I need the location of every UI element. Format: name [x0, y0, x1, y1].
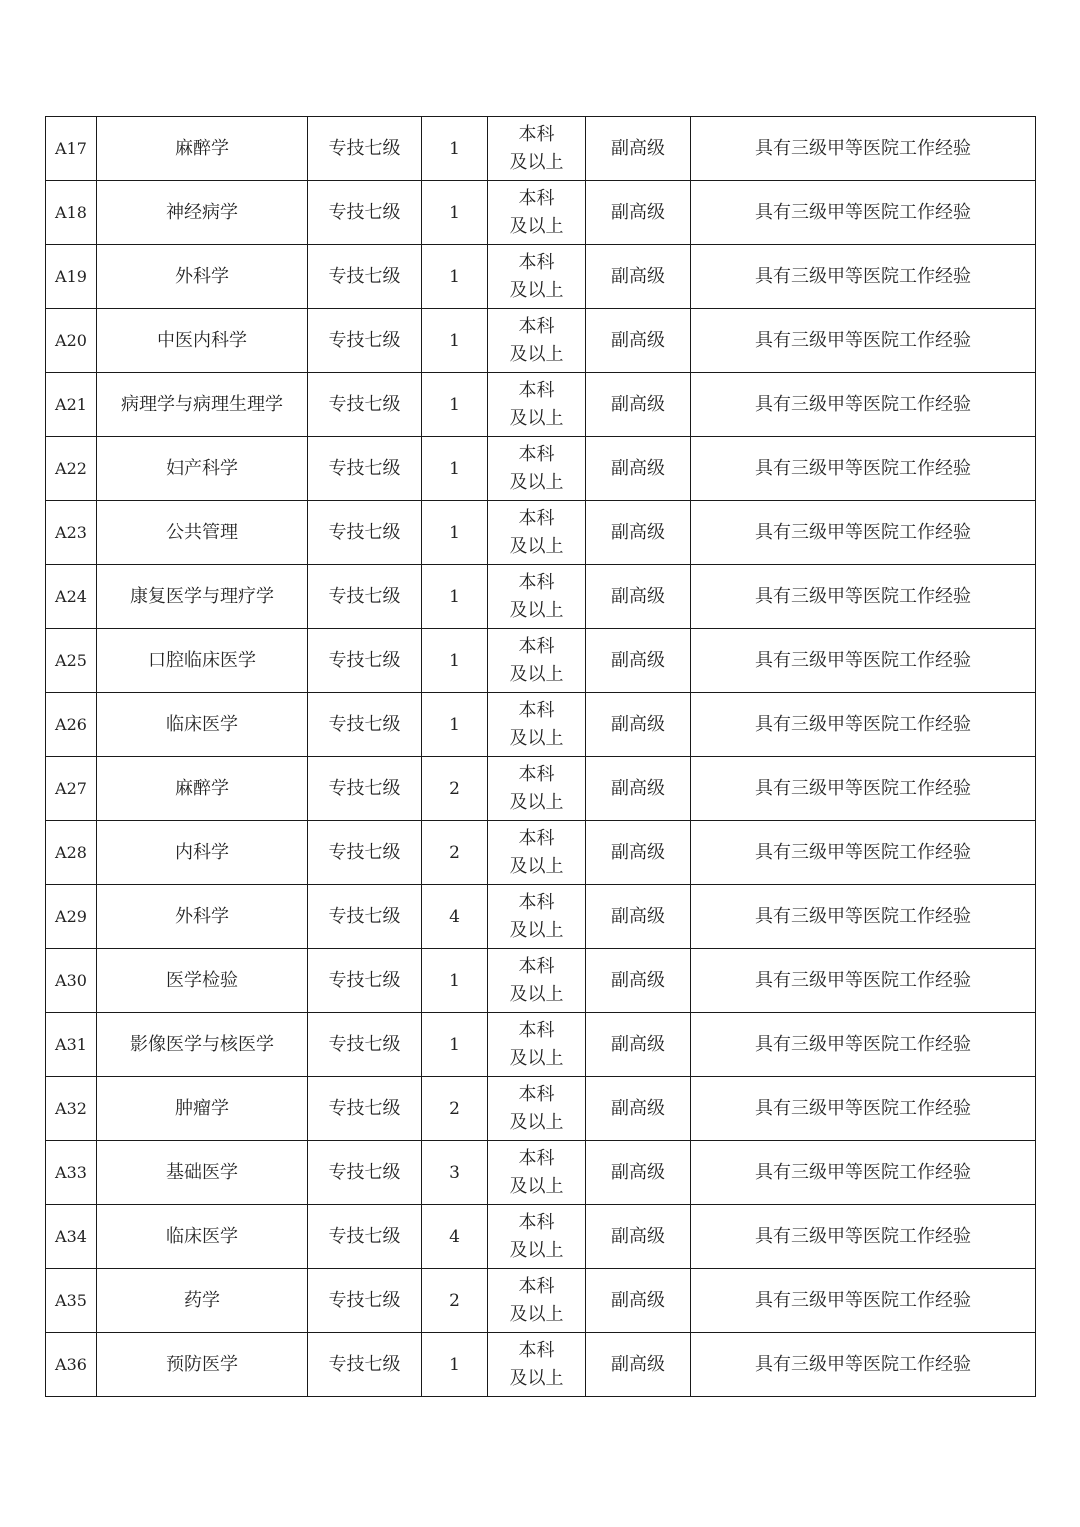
education-line-1: 本科 — [518, 891, 555, 913]
requirement-cell: 具有三级甲等医院工作经验 — [691, 885, 1036, 949]
position-code-cell: A21 — [46, 373, 97, 437]
position-code-cell: A27 — [46, 757, 97, 821]
headcount-cell: 1 — [422, 309, 488, 373]
professional-title-cell: 副高级 — [586, 1269, 691, 1333]
education-cell — [488, 501, 586, 565]
position-code-cell: A29 — [46, 885, 97, 949]
position-code-cell: A23 — [46, 501, 97, 565]
headcount-cell: 1 — [422, 245, 488, 309]
education-cell — [488, 1013, 586, 1077]
position-code-cell: A30 — [46, 949, 97, 1013]
post-level-cell: 专技七级 — [308, 437, 422, 501]
position-code-cell: A34 — [46, 1205, 97, 1269]
education-line-2: 及以上 — [509, 343, 564, 365]
requirement-cell: 具有三级甲等医院工作经验 — [691, 629, 1036, 693]
requirement-cell: 具有三级甲等医院工作经验 — [691, 949, 1036, 1013]
major-cell: 麻醉学 — [97, 757, 308, 821]
post-level-cell: 专技七级 — [308, 309, 422, 373]
position-code-cell: A24 — [46, 565, 97, 629]
major-cell: 病理学与病理生理学 — [97, 373, 308, 437]
post-level-cell: 专技七级 — [308, 629, 422, 693]
table-row — [46, 181, 1036, 245]
table-row — [46, 1013, 1036, 1077]
education-line-1: 本科 — [518, 955, 555, 977]
major-cell: 预防医学 — [97, 1333, 308, 1397]
post-level-cell: 专技七级 — [308, 1013, 422, 1077]
education-cell — [488, 437, 586, 501]
position-code-cell: A36 — [46, 1333, 97, 1397]
education-line-2: 及以上 — [509, 151, 564, 173]
post-level-cell: 专技七级 — [308, 693, 422, 757]
major-cell: 医学检验 — [97, 949, 308, 1013]
education-line-2: 及以上 — [509, 1239, 564, 1261]
post-level-cell: 专技七级 — [308, 1333, 422, 1397]
requirement-cell: 具有三级甲等医院工作经验 — [691, 245, 1036, 309]
major-cell: 神经病学 — [97, 181, 308, 245]
headcount-cell: 2 — [422, 757, 488, 821]
education-line-1: 本科 — [518, 1339, 555, 1361]
position-code-cell: A32 — [46, 1077, 97, 1141]
major-cell: 药学 — [97, 1269, 308, 1333]
table-row — [46, 757, 1036, 821]
education-line-2: 及以上 — [509, 1175, 564, 1197]
post-level-cell: 专技七级 — [308, 117, 422, 181]
post-level-cell: 专技七级 — [308, 949, 422, 1013]
education-cell — [488, 245, 586, 309]
major-cell: 公共管理 — [97, 501, 308, 565]
post-level-cell: 专技七级 — [308, 1077, 422, 1141]
professional-title-cell: 副高级 — [586, 181, 691, 245]
professional-title-cell: 副高级 — [586, 629, 691, 693]
education-line-1: 本科 — [518, 123, 555, 145]
table-row — [46, 1333, 1036, 1397]
major-cell: 康复医学与理疗学 — [97, 565, 308, 629]
requirement-cell: 具有三级甲等医院工作经验 — [691, 373, 1036, 437]
education-line-1: 本科 — [518, 571, 555, 593]
education-cell — [488, 1077, 586, 1141]
education-cell — [488, 629, 586, 693]
headcount-cell: 1 — [422, 949, 488, 1013]
major-cell: 肿瘤学 — [97, 1077, 308, 1141]
table-row — [46, 1141, 1036, 1205]
education-line-2: 及以上 — [509, 1303, 564, 1325]
professional-title-cell: 副高级 — [586, 1333, 691, 1397]
post-level-cell: 专技七级 — [308, 565, 422, 629]
post-level-cell: 专技七级 — [308, 373, 422, 437]
requirement-cell: 具有三级甲等医院工作经验 — [691, 309, 1036, 373]
professional-title-cell: 副高级 — [586, 1205, 691, 1269]
education-line-2: 及以上 — [509, 1367, 564, 1389]
requirement-cell: 具有三级甲等医院工作经验 — [691, 1205, 1036, 1269]
professional-title-cell: 副高级 — [586, 821, 691, 885]
education-cell — [488, 693, 586, 757]
headcount-cell: 4 — [422, 885, 488, 949]
position-code-cell: A28 — [46, 821, 97, 885]
position-code-cell: A35 — [46, 1269, 97, 1333]
position-code-cell: A33 — [46, 1141, 97, 1205]
requirement-cell: 具有三级甲等医院工作经验 — [691, 1333, 1036, 1397]
headcount-cell: 1 — [422, 181, 488, 245]
post-level-cell: 专技七级 — [308, 245, 422, 309]
education-cell — [488, 1205, 586, 1269]
headcount-cell: 1 — [422, 1333, 488, 1397]
post-level-cell: 专技七级 — [308, 757, 422, 821]
table-row — [46, 949, 1036, 1013]
education-line-2: 及以上 — [509, 663, 564, 685]
table-row — [46, 373, 1036, 437]
headcount-cell: 1 — [422, 565, 488, 629]
requirement-cell: 具有三级甲等医院工作经验 — [691, 1269, 1036, 1333]
table-row — [46, 309, 1036, 373]
education-line-2: 及以上 — [509, 727, 564, 749]
education-cell — [488, 1141, 586, 1205]
education-cell — [488, 821, 586, 885]
positions-table — [45, 116, 1036, 1397]
post-level-cell: 专技七级 — [308, 181, 422, 245]
professional-title-cell: 副高级 — [586, 373, 691, 437]
education-line-1: 本科 — [518, 315, 555, 337]
headcount-cell: 2 — [422, 1077, 488, 1141]
headcount-cell: 2 — [422, 1269, 488, 1333]
table-row — [46, 117, 1036, 181]
education-line-2: 及以上 — [509, 1111, 564, 1133]
position-code-cell: A17 — [46, 117, 97, 181]
education-line-2: 及以上 — [509, 791, 564, 813]
professional-title-cell: 副高级 — [586, 245, 691, 309]
education-cell — [488, 949, 586, 1013]
professional-title-cell: 副高级 — [586, 309, 691, 373]
education-line-2: 及以上 — [509, 855, 564, 877]
headcount-cell: 1 — [422, 117, 488, 181]
professional-title-cell: 副高级 — [586, 1013, 691, 1077]
education-cell — [488, 1333, 586, 1397]
education-cell — [488, 117, 586, 181]
table-row — [46, 1077, 1036, 1141]
position-code-cell: A31 — [46, 1013, 97, 1077]
professional-title-cell: 副高级 — [586, 437, 691, 501]
post-level-cell: 专技七级 — [308, 1269, 422, 1333]
education-line-1: 本科 — [518, 507, 555, 529]
table-row — [46, 821, 1036, 885]
education-cell — [488, 565, 586, 629]
education-line-2: 及以上 — [509, 1047, 564, 1069]
education-line-1: 本科 — [518, 827, 555, 849]
education-line-1: 本科 — [518, 1083, 555, 1105]
major-cell: 妇产科学 — [97, 437, 308, 501]
requirement-cell: 具有三级甲等医院工作经验 — [691, 693, 1036, 757]
education-line-1: 本科 — [518, 379, 555, 401]
requirement-cell: 具有三级甲等医院工作经验 — [691, 501, 1036, 565]
headcount-cell: 3 — [422, 1141, 488, 1205]
post-level-cell: 专技七级 — [308, 1141, 422, 1205]
major-cell: 临床医学 — [97, 1205, 308, 1269]
requirement-cell: 具有三级甲等医院工作经验 — [691, 437, 1036, 501]
education-line-1: 本科 — [518, 443, 555, 465]
education-line-2: 及以上 — [509, 919, 564, 941]
headcount-cell: 1 — [422, 437, 488, 501]
position-code-cell: A18 — [46, 181, 97, 245]
education-line-1: 本科 — [518, 1019, 555, 1041]
education-line-1: 本科 — [518, 635, 555, 657]
education-line-2: 及以上 — [509, 599, 564, 621]
headcount-cell: 1 — [422, 693, 488, 757]
professional-title-cell: 副高级 — [586, 1077, 691, 1141]
headcount-cell: 4 — [422, 1205, 488, 1269]
table-row — [46, 565, 1036, 629]
major-cell: 外科学 — [97, 245, 308, 309]
education-line-2: 及以上 — [509, 471, 564, 493]
requirement-cell: 具有三级甲等医院工作经验 — [691, 821, 1036, 885]
table-row — [46, 245, 1036, 309]
table-row — [46, 629, 1036, 693]
major-cell: 临床医学 — [97, 693, 308, 757]
professional-title-cell: 副高级 — [586, 501, 691, 565]
position-code-cell: A25 — [46, 629, 97, 693]
headcount-cell: 1 — [422, 373, 488, 437]
education-line-1: 本科 — [518, 187, 555, 209]
professional-title-cell: 副高级 — [586, 117, 691, 181]
major-cell: 影像医学与核医学 — [97, 1013, 308, 1077]
education-cell — [488, 1269, 586, 1333]
education-line-1: 本科 — [518, 763, 555, 785]
headcount-cell: 1 — [422, 629, 488, 693]
education-line-1: 本科 — [518, 1211, 555, 1233]
education-line-1: 本科 — [518, 699, 555, 721]
education-line-2: 及以上 — [509, 407, 564, 429]
professional-title-cell: 副高级 — [586, 1141, 691, 1205]
position-code-cell: A26 — [46, 693, 97, 757]
major-cell: 基础医学 — [97, 1141, 308, 1205]
professional-title-cell: 副高级 — [586, 949, 691, 1013]
education-line-2: 及以上 — [509, 983, 564, 1005]
position-code-cell: A22 — [46, 437, 97, 501]
post-level-cell: 专技七级 — [308, 821, 422, 885]
professional-title-cell: 副高级 — [586, 757, 691, 821]
education-line-2: 及以上 — [509, 215, 564, 237]
requirement-cell: 具有三级甲等医院工作经验 — [691, 1077, 1036, 1141]
education-line-1: 本科 — [518, 1275, 555, 1297]
post-level-cell: 专技七级 — [308, 501, 422, 565]
education-line-2: 及以上 — [509, 535, 564, 557]
education-line-1: 本科 — [518, 251, 555, 273]
table-row — [46, 693, 1036, 757]
table-row — [46, 437, 1036, 501]
major-cell: 口腔临床医学 — [97, 629, 308, 693]
headcount-cell: 1 — [422, 501, 488, 565]
headcount-cell: 2 — [422, 821, 488, 885]
post-level-cell: 专技七级 — [308, 885, 422, 949]
major-cell: 麻醉学 — [97, 117, 308, 181]
requirement-cell: 具有三级甲等医院工作经验 — [691, 181, 1036, 245]
table-row — [46, 501, 1036, 565]
professional-title-cell: 副高级 — [586, 885, 691, 949]
professional-title-cell: 副高级 — [586, 565, 691, 629]
position-code-cell: A20 — [46, 309, 97, 373]
education-line-1: 本科 — [518, 1147, 555, 1169]
post-level-cell: 专技七级 — [308, 1205, 422, 1269]
requirement-cell: 具有三级甲等医院工作经验 — [691, 565, 1036, 629]
requirement-cell: 具有三级甲等医院工作经验 — [691, 1141, 1036, 1205]
professional-title-cell: 副高级 — [586, 693, 691, 757]
major-cell: 中医内科学 — [97, 309, 308, 373]
education-cell — [488, 885, 586, 949]
table-body — [46, 117, 1036, 1397]
major-cell: 内科学 — [97, 821, 308, 885]
education-cell — [488, 757, 586, 821]
table-row — [46, 1269, 1036, 1333]
education-cell — [488, 309, 586, 373]
table-row — [46, 885, 1036, 949]
requirement-cell: 具有三级甲等医院工作经验 — [691, 117, 1036, 181]
requirement-cell: 具有三级甲等医院工作经验 — [691, 757, 1036, 821]
table-row — [46, 1205, 1036, 1269]
education-line-2: 及以上 — [509, 279, 564, 301]
education-cell — [488, 373, 586, 437]
position-code-cell: A19 — [46, 245, 97, 309]
education-cell — [488, 181, 586, 245]
requirement-cell: 具有三级甲等医院工作经验 — [691, 1013, 1036, 1077]
headcount-cell: 1 — [422, 1013, 488, 1077]
major-cell: 外科学 — [97, 885, 308, 949]
